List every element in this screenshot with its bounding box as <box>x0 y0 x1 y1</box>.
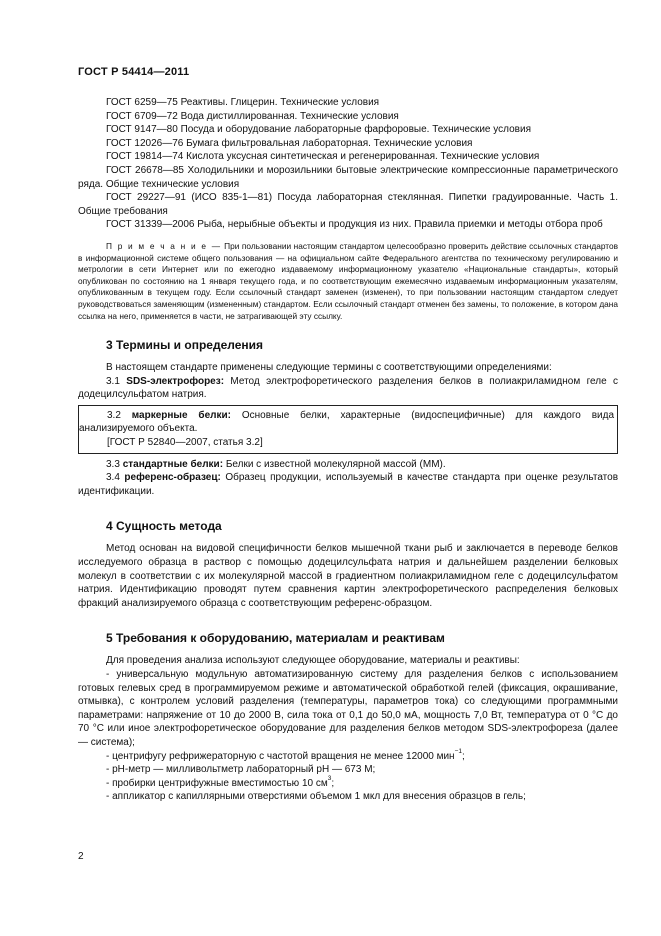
equipment-item: - центрифугу рефрижераторную с частотой вращения не менее 12000 мин$^{-1}$; <box>106 748 465 762</box>
reference-item: ГОСТ 31339—2006 Рыба, нерыбные объекты и продукция из них. Правила приемки и методы отбора проб <box>106 219 603 231</box>
section-3-intro: В настоящем стандарте применены следующие термины с соответствующими определениями: <box>106 362 552 374</box>
reference-item: ГОСТ 6259—75 Реактивы. Глицерин. Технические условия <box>106 97 380 108</box>
reference-item: ГОСТ 19814—74 Кислота уксусная синтетическая и регенерированная. Технические условия <box>106 151 540 163</box>
document-header: ГОСТ Р 54414—2011 <box>78 66 190 78</box>
section-5-intro: Для проведения анализа используют следующее оборудование, материалы и реактивы: <box>106 655 520 667</box>
note-paragraph <box>78 241 618 322</box>
reference-item: ГОСТ 6709—72 Вода дистиллированная. Технические условия <box>106 110 399 122</box>
section-4-text: Метод основан на видовой специфичности белков мышечной ткани рыб и заключается в переводе белков исследуемого образца в раствор с помощью додецилсульфата натрия и дальнейшем разделении белковых молекул в соответствии с их молекулярной массой в градиентном полиакриламидном геле с додецилсульфатом натрия. Идентификацию проводят путем сравнения картин электрофоретического распределения белковых фракций анализируемого образца с соответствующим референс-образцом. <box>78 543 618 609</box>
equipment-item: - аппликатор с капиллярными отверстиями объемом 1 мкл для внесения образцов в гель; <box>106 791 526 803</box>
term-3-1: 3.1 SDS-электрофорез: Метод электрофоретического разделения белков в полиакриламидном геле с додецилсульфатом натрия. <box>78 375 619 401</box>
equipment-item: - универсальную модульную автоматизированную систему для разделения белков с использованием готовых гелевых сред в программируемом режиме и автоматической обработкой гелей (фиксация, окрашивание, отмывка), с контролем условий разделения (температуры, параметров тока) со следующими программными параметрами: напряжение от 10 до 2000 В, сила тока от 0,1 до 50,0 мА, мощность 7,0 Вт, температура от 0 °С до 70 °С или иное электрофоретическое оборудование для разделения белков методом SDS-электрофореза (далее — система); <box>78 669 618 748</box>
term-3-2-box <box>78 405 618 454</box>
section-4-heading: 4 Сущность метода <box>106 519 222 534</box>
equipment-item: - рН-метр — милливольтметр лабораторный рН — 673 М; <box>106 764 376 776</box>
page-number: 2 <box>78 851 84 862</box>
document-body <box>78 96 618 804</box>
term-3-2: 3.2 маркерные белки: Основные белки, характерные (видоспецифичные) для каждого вида анализируемого объекта. <box>79 409 615 435</box>
equipment-item: - пробирки центрифужные вместимостью 10 $см^3$; <box>106 775 335 789</box>
references-list <box>78 96 618 232</box>
reference-item: ГОСТ 26678—85 Холодильники и морозильники бытовые электрические компрессионные параметрического ряда. Общие технические условия <box>78 164 619 190</box>
term-3-3: 3.3 стандартные белки: Белки с известной молекулярной массой (ММ). <box>106 458 446 470</box>
reference-item: ГОСТ 29227—91 (ИСО 835-1—81) Посуда лабораторная стеклянная. Пипетки градуированные. Часть 1. Общие требования <box>78 192 618 217</box>
note-text: При пользовании настоящим стандартом целесообразно проверить действие ссылочных стандартов в информационной системе общего пользования — на официальном сайте Федерального агентства по техническому регулированию и метрологии в сети Интернет или по ежегодно издаваемому информационному указателю «Национальные стандарты», который опубликован по состоянию на 1 января текущего года, и по соответствующим ежемесячно издаваемым информационным указателям, опубликованным в текущем году. Если ссылочный стандарт заменен (изменен), то при пользовании настоящим стандартом следует руководствоваться заменяющим (измененным) стандартом. Если ссылочный стандарт отменен без замены, то положение, в котором дана ссылка на него, применяется в части, не затрагивающей эту ссылку. <box>78 240 618 321</box>
reference-item: ГОСТ 9147—80 Посуда и оборудование лабораторные фарфоровые. Технические условия <box>106 124 531 136</box>
term-3-2-source: [ГОСТ Р 52840—2007, статья 3.2] <box>107 437 263 449</box>
section-5-heading: 5 Требования к оборудованию, материалам и реактивам <box>106 631 445 646</box>
section-3-heading: 3 Термины и определения <box>106 338 264 353</box>
note-label: П р и м е ч а н и е — <box>106 240 222 251</box>
reference-item: ГОСТ 12026—76 Бумага фильтровальная лабораторная. Технические условия <box>106 137 473 149</box>
term-3-4: 3.4 референс-образец: Образец продукции, используемый в качестве стандарта при оценке результатов идентификации. <box>78 472 619 497</box>
